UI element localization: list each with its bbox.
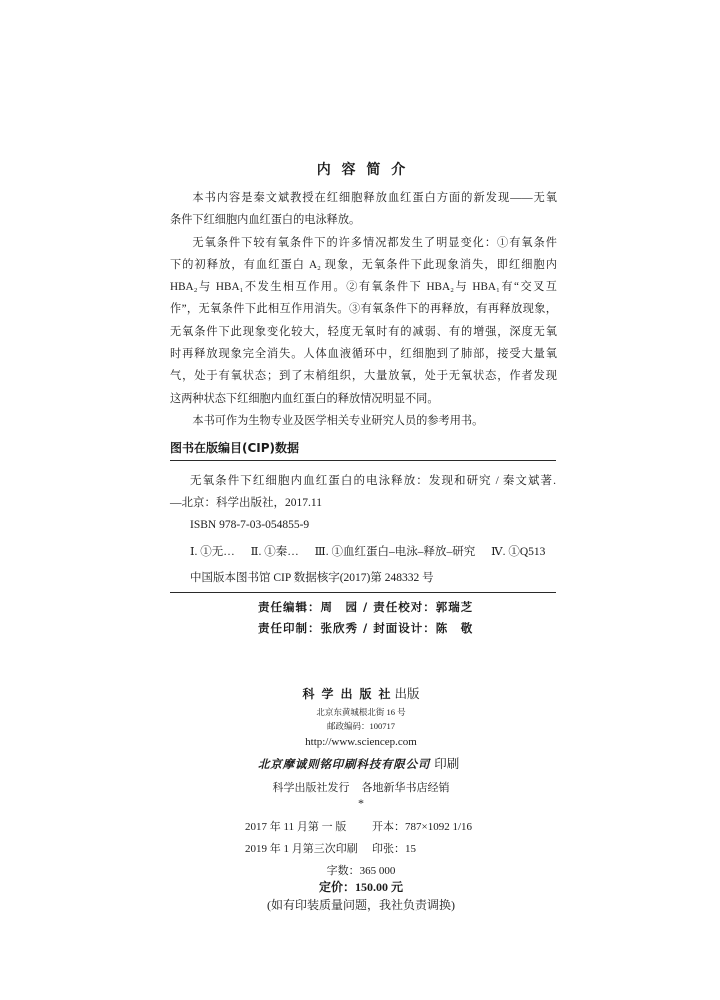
printing-date: 2019 年 1 月第三次印刷 xyxy=(245,843,358,855)
summary-line: 作”，无氧条件下此相互作用消失。③有氧条件下的再释放，有再释放现象， xyxy=(170,303,557,316)
cip-class-item: Ⅲ. ①血红蛋白–电泳–释放–研究 xyxy=(314,546,476,558)
summary-line: 本书可作为生物专业及医学相关专业研究人员的参考用书。 xyxy=(192,414,484,427)
summary-title: 内 容 简 介 xyxy=(316,162,409,178)
publisher-postcode: 邮政编码：100717 xyxy=(326,721,395,731)
summary-line: 这两种状态下红细胞内血红蛋白的释放情况明显不同。 xyxy=(170,392,439,405)
cip-bottom-rule xyxy=(170,592,556,593)
summary-line: 无氧条件下较有氧条件下的许多情况都发生了明显变化：①有氧条件 xyxy=(192,236,557,249)
distribution-line xyxy=(240,781,482,795)
quality-note: (如有印装质量问题，我社负责调换) xyxy=(267,898,455,912)
cip-classification xyxy=(190,544,545,560)
summary-line: 无氧条件下此现象变化较大，轻度无氧时有的减弱、有的增强，深度无氧 xyxy=(170,325,557,338)
publisher-suffix: 出版 xyxy=(394,687,420,701)
price: 定价：150.00 元 xyxy=(318,880,403,894)
cip-heading: 图书在版编目(CIP)数据 xyxy=(170,441,300,455)
distributor: 科学出版社发行 xyxy=(272,782,350,794)
sheet-count: 印张：15 xyxy=(372,843,416,855)
summary-line: 本书内容是秦文斌教授在红细胞释放血红蛋白方面的新发现——无氧 xyxy=(192,192,557,204)
summary-line: 下的初释放，有血红蛋白 A₂ 现象，无氧条件下此现象消失，即红细胞内 xyxy=(170,258,557,271)
publisher-line xyxy=(240,685,482,703)
summary-line: 时再释放现象完全消失。人体血液循环中，红细胞到了肺部，接受大量氧 xyxy=(170,348,557,361)
cip-record-number: 中国版本图书馆 CIP 数据核字(2017)第 248332 号 xyxy=(190,572,434,584)
publisher-name: 科 学 出 版 社 xyxy=(302,687,393,701)
printer-suffix: 印刷 xyxy=(434,757,460,771)
summary-body xyxy=(170,187,557,432)
printer-name: 北京摩诚则铭印刷科技有限公司 xyxy=(258,757,431,771)
cip-title-line: 无氧条件下红细胞内血红蛋白的电泳释放：发现和研究 / 秦文斌著. xyxy=(190,475,556,487)
asterisk-separator: * xyxy=(358,796,364,810)
cip-publisher-line: —北京：科学出版社，2017.11 xyxy=(170,497,322,509)
publisher-address: 北京东黄城根北街 16 号 xyxy=(316,707,406,717)
cip-isbn: ISBN 978-7-03-054855-9 xyxy=(190,519,310,531)
summary-line: HBA₂与 HBA₁不发生相互作用。②有氧条件下 HBA₂与 HBA₁有“交叉互 xyxy=(170,281,557,294)
word-count: 字数：365 000 xyxy=(326,865,396,877)
summary-line: 气，处于有氧状态；到了末梢组织，大量放氧，处于无氧状态，作者发现 xyxy=(170,370,557,383)
cip-top-rule xyxy=(170,460,556,461)
seller: 各地新华书店经销 xyxy=(361,782,450,794)
cip-class-item: Ⅰ. ①无… xyxy=(190,546,235,558)
format-size: 开本：787×1092 1/16 xyxy=(372,821,473,833)
summary-line: 条件下红细胞内血红蛋白的电泳释放。 xyxy=(170,214,361,227)
credits-editors: 责任编辑：周 园 / 责任校对：郭瑞芝 xyxy=(258,600,474,614)
cip-class-item: Ⅳ. ①Q513 xyxy=(491,546,546,558)
publisher-url: http://www.sciencep.com xyxy=(305,736,417,748)
edition-date: 2017 年 11 月第 一 版 xyxy=(245,821,347,833)
credits-production: 责任印制：张欣秀 / 封面设计：陈 敬 xyxy=(258,621,474,635)
cip-class-item: Ⅱ. ①秦… xyxy=(250,546,299,558)
printer-line xyxy=(258,756,459,772)
